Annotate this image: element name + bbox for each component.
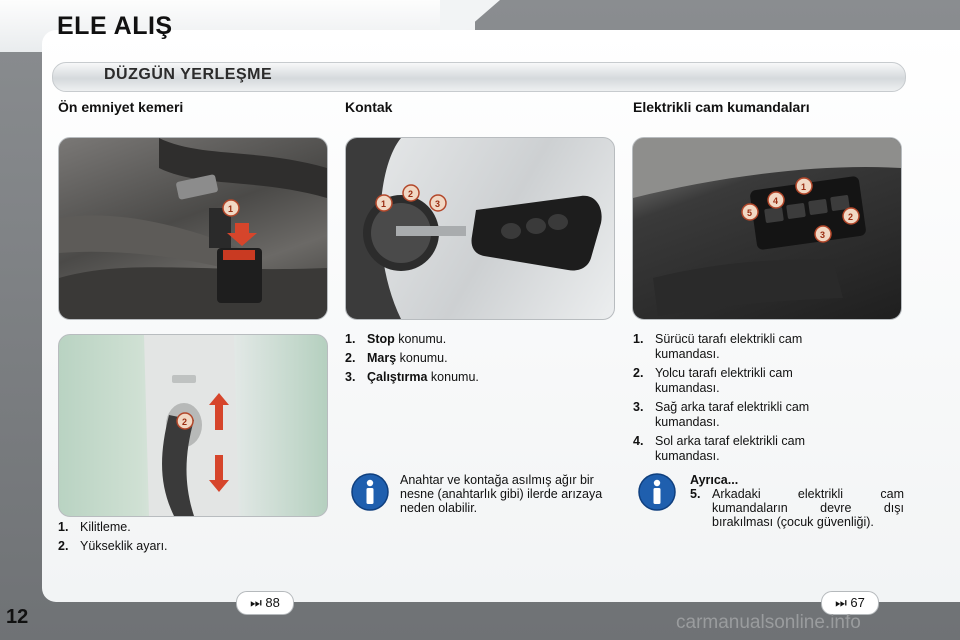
badge-window-3-label: 3 [820, 230, 826, 240]
list-item: 2. Yükseklik ayarı. [58, 539, 168, 553]
list-item: 4. Sol arka taraf elektrikli cam kumandası. [633, 434, 806, 463]
badge-window-2-label: 2 [848, 212, 854, 222]
belt-list [58, 520, 318, 558]
ignition-heading: Kontak [345, 99, 393, 115]
badge-window-5-label: 5 [747, 208, 753, 218]
note-title: Ayrıca... [690, 473, 739, 487]
badge-window-1-label: 1 [801, 182, 807, 192]
badge-2-label: 2 [182, 417, 188, 427]
badge-ignition-1-label: 1 [381, 199, 387, 209]
section-banner-title: DÜZGÜN YERLEŞME [104, 66, 273, 83]
window-switch-illustration [633, 138, 901, 319]
list-item: 3. Çalıştırma konumu. [345, 370, 479, 384]
list-item: 1. Stop konumu. [345, 332, 447, 346]
list-item: 1. Kilitleme. [58, 520, 131, 534]
windows-heading: Elektrikli cam kumandaları [633, 99, 810, 115]
window-switch-panel-photo [632, 137, 902, 320]
page-reference-67[interactable]: ⏭ 67 [821, 591, 879, 615]
ignition-warning-note: Anahtar ve kontağa asılmış ağır bir nesne (anahtarlık gibi) ilerde arızaya neden olabilir. [400, 473, 603, 515]
belt-height-adjuster-photo [58, 334, 328, 517]
page-number: 12 [6, 606, 29, 628]
ignition-illustration [346, 138, 614, 319]
seat-belt-buckle-photo [58, 137, 328, 320]
watermark: carmanualsonline.info [676, 612, 861, 633]
page-reference-88[interactable]: ⏭ 88 [236, 591, 294, 615]
list-item: 3. Sağ arka taraf elektrikli cam kumandası. [633, 400, 810, 429]
ignition-list [345, 332, 605, 389]
info-icon [350, 472, 390, 512]
seat-belt-illustration [59, 138, 327, 319]
list-item: 5. Arkadaki elektrikli cam kumandaların devre dışı bırakılması (çocuk güvenliği). [690, 487, 904, 529]
badge-ignition-3-label: 3 [435, 199, 441, 209]
windows-list [633, 332, 853, 468]
badge-1-label: 1 [228, 204, 234, 214]
child-lock-note [690, 473, 904, 529]
info-icon [637, 472, 677, 512]
ignition-key-photo [345, 137, 615, 320]
badge-window-4-label: 4 [773, 196, 779, 206]
list-item: 2. Yolcu tarafı elektrikli cam kumandası. [633, 366, 793, 395]
list-item: 2. Marş konumu. [345, 351, 448, 365]
badge-ignition-2-label: 2 [408, 189, 414, 199]
pillar-illustration [59, 335, 327, 516]
list-item: 1. Sürücü tarafı elektrikli cam kumandası. [633, 332, 803, 361]
belt-heading: Ön emniyet kemeri [58, 99, 184, 115]
page-title: ELE ALIŞ [57, 12, 173, 40]
